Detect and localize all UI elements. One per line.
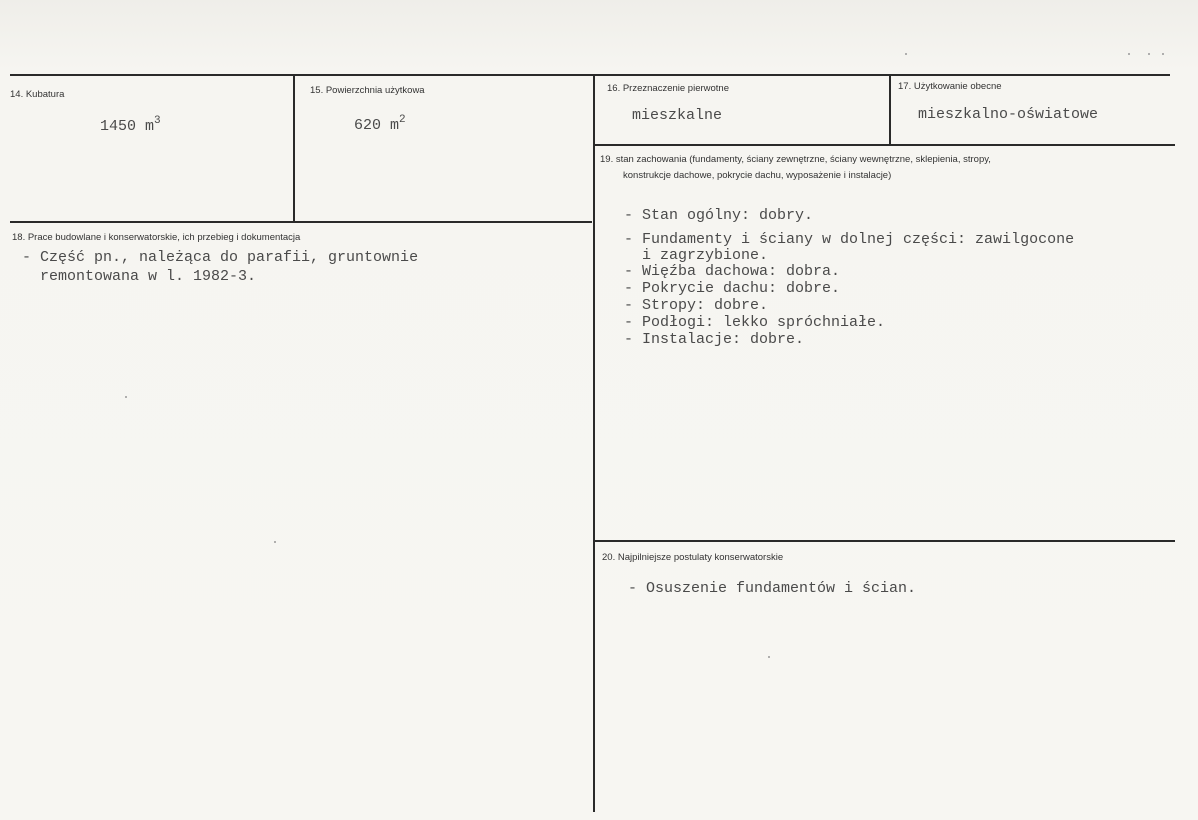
divider-16-17 [889,76,891,145]
kubatura-value [100,115,161,137]
rule-row1-left [10,221,592,223]
paper-speck [1162,53,1164,55]
przeznaczenie-value: mieszkalne [632,107,723,124]
kubatura-exponent: 3 [154,115,161,127]
rule-row1-right [595,144,1175,146]
prace-line-1: - Część pn., należąca do parafii, gruntownie [22,249,419,266]
stan-label-line-1: 19. stan zachowania (fundamenty, ściany zewnętrzne, ściany wewnętrzne, sklepienia, stropy, [600,154,991,165]
powierzchnia-exponent: 2 [399,114,406,126]
stan-item-2-cont: i zagrzybione. [624,247,769,264]
divider-main [593,76,595,812]
rule-postulaty [595,540,1175,542]
powierzchnia-label: 15. Powierzchnia użytkowa [310,85,425,96]
kubatura-label: 14. Kubatura [10,89,65,100]
paper-speck [1148,53,1150,55]
paper-speck [125,396,127,398]
paper-speck [274,541,276,543]
postulaty-label: 20. Najpilniejsze postulaty konserwatorskie [602,552,784,563]
stan-label-line-2: konstrukcje dachowe, pokrycie dachu, wyposażenie i instalacje) [623,170,892,181]
top-rule [10,74,1170,76]
powierzchnia-number: 620 m [354,117,400,134]
kubatura-number: 1450 m [100,118,155,135]
stan-item-7: - Instalacje: dobre. [624,331,805,348]
przeznaczenie-label: 16. Przeznaczenie pierwotne [607,83,729,94]
postulaty-line-1: - Osuszenie fundamentów i ścian. [628,580,917,597]
divider-14-15 [293,76,295,222]
powierzchnia-value [354,114,406,136]
prace-label: 18. Prace budowlane i konserwatorskie, ich przebieg i dokumentacja [12,232,301,243]
uzytkowanie-label: 17. Użytkowanie obecne [898,81,1002,92]
paper-speck [1128,53,1130,55]
stan-item-6: - Podłogi: lekko spróchniałe. [624,314,886,331]
stan-item-4: - Pokrycie dachu: dobre. [624,280,841,297]
uzytkowanie-value: mieszkalno-oświatowe [918,106,1099,123]
paper-speck [768,656,770,658]
prace-line-2: remontowana w l. 1982-3. [22,268,257,285]
stan-item-5: - Stropy: dobre. [624,297,769,314]
stan-item-2: - Fundamenty i ściany w dolnej części: zawilgocone [624,231,1075,248]
stan-item-3: - Więźba dachowa: dobra. [624,263,841,280]
paper-speck [905,53,907,55]
stan-item-1: - Stan ogólny: dobry. [624,207,814,224]
